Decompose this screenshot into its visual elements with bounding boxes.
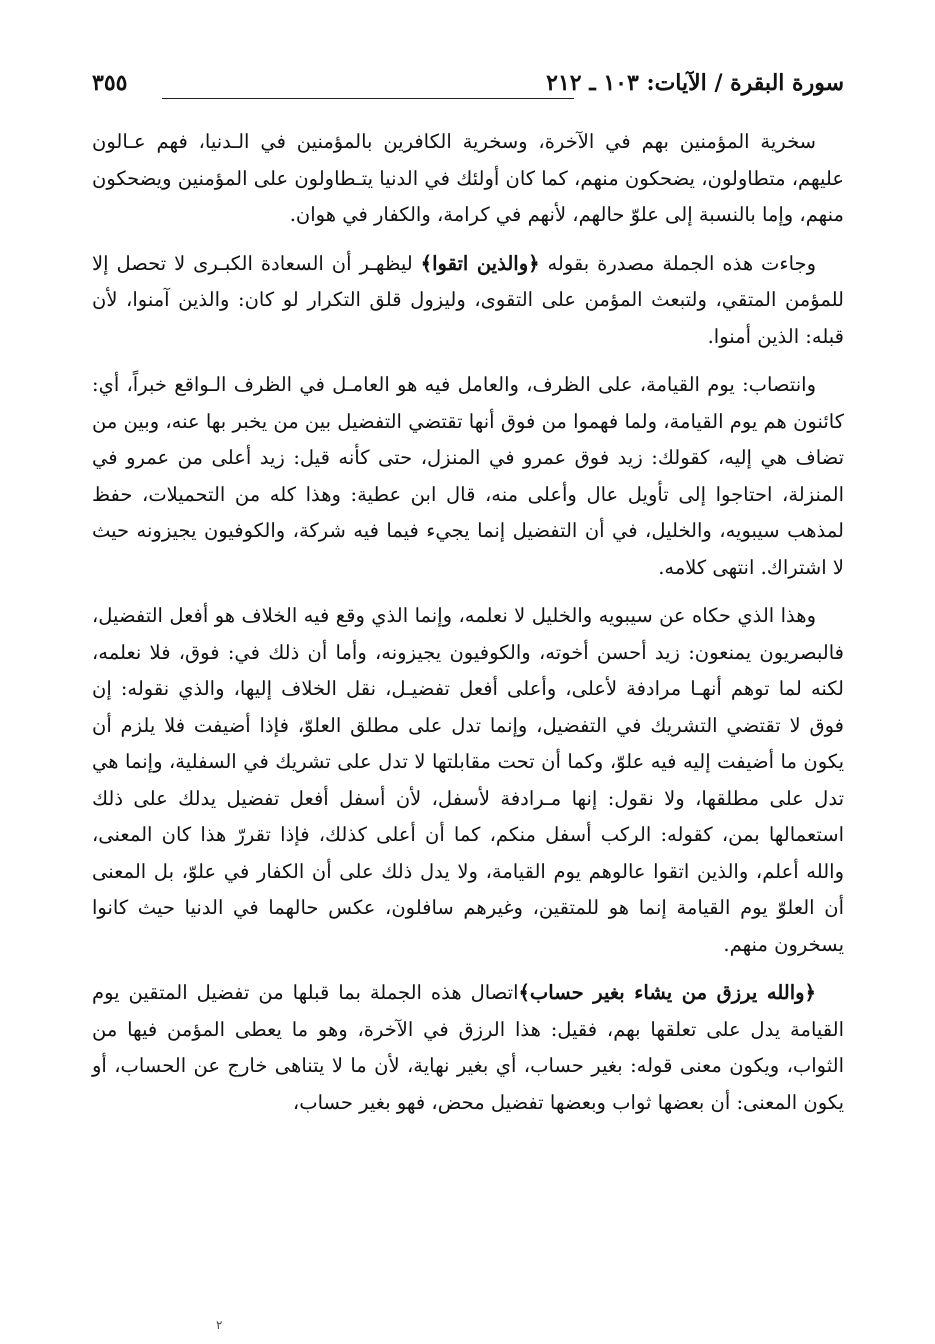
paragraph [92, 246, 844, 356]
running-title: سورة البقرة / الآيات: ١٠٣ ـ ٢١٢ [546, 70, 844, 96]
paragraph-text: ليظهـر أن السعادة الكبـرى لا تحصل إلا للمؤمن المتقي، ولتبعث المؤمن على التقوى، وليزول قلق التكرار لو كان: والذين آمنوا، لأن قبله: الذين أمنوا. [92, 251, 844, 348]
paragraph [92, 367, 844, 586]
paragraph [92, 598, 844, 963]
page-body [92, 124, 844, 1133]
page-number: ٣٥٥ [92, 70, 128, 96]
paragraph [92, 975, 844, 1121]
quran-quote: ﴿والله يرزق من يشاء بغير حساب﴾ [518, 981, 816, 1004]
page-header [92, 64, 844, 112]
paragraph-text: اتصال هذه الجملة بما قبلها من تفضيل المتقين يوم القيامة يدل على تعلقها بهم، فقيل: هذا الرزق في الآخرة، وهو ما يعطى المؤمن فيها من الثواب، ويكون معنى قوله: بغير حساب، أي بغير نهاية، لأن ما لا يتناهى خارج عن الحساب، أو يكون المعنى: أن بعضها ثواب وبعضها تفضيل محض، فهو بغير حساب، [92, 981, 844, 1114]
paragraph-text: وانتصاب: يوم القيامة، على الظرف، والعامل فيه هو العامـل في الظرف الـواقع خبراً، أي: كائنون هم يوم القيامة، ولما فهموا من فوق أنها تقتضي التفضيل بين من يخبر بها عنه، وبين من تضاف هي إليه، كقولك: زيد فوق عمرو في المنزل، حتى كأنه قيل: زيد أعلى من عمرو في المنزلة، احتاجوا إلى تأويل عال وأعلى منه، قال ابن عطية: وهذا كله من التحميلات، حفظ لمذهب سيبويه، والخليل، في أن التفضيل إنما يجيء فيما فيه شركة، والكوفيون يجيزونه حيث لا اشتراك. انتهى كلامه. [92, 373, 844, 579]
paragraph-text: وجاءت هذه الجملة مصدرة بقوله [539, 251, 816, 275]
header-rule [162, 98, 574, 99]
paragraph [92, 124, 844, 234]
paragraph-text: سخرية المؤمنين بهم في الآخرة، وسخرية الكافرين بالمؤمنين في الـدنيا، فهم عـالون عليهم، متطاولون، يضحكون منهم، كما كان أولئك في الدنيا يتـطاولون على المؤمنين ويضحكون منهم، وإما بالنسبة إلى علوّ حالهم، لأنهم في كرامة، والكفار في هوان. [92, 130, 844, 226]
quran-quote: ﴿والذين اتقوا﴾ [420, 251, 540, 275]
paragraph-text: وهذا الذي حكاه عن سيبويه والخليل لا نعلمه، وإنما الذي وقع فيه الخلاف هو أفعل التفضيل، فالبصريون يمنعون: زيد أحسن أخوته، والكوفيون يجيزونه، وأما أن ذلك في: فوق، فلا نعلمه، لكنه لما توهم أنهـا مرادفة لأعلى، وأعلى أفعل تفضيـل، نقل الخلاف إليها، والذي نقوله: إن فوق لا تقتضي التشريك في التفضيل، وإنما تدل على مطلق العلوّ، فإذا أضيفت فلا يلزم أن يكون ما أضيفت إليه فيه علوّ، وكما أن تحت مقابلتها لا تدل على تشريك في السفلية، وإنما هي تدل على مطلقها، ولا نقول: إنها مـرادفة لأسفل، لأن أسفل أفعل تفضيل يدلك على ذلك استعمالها بمن، كقوله: الركب أسفل منكم، كما أن أعلى كذلك، فإذا تقررّ هذا كان المعنى، والله أعلم، والذين اتقوا عالوهم يوم القيامة، ولا يدل ذلك على أن الكفار في علوّ، بل المعنى أن العلوّ يوم القيامة إنما هو للمتقين، وغيرهم سافلون، عكس حالهما في الدنيا حيث كانوا يسخرون منهم. [92, 604, 844, 956]
footer-mark: ٢ [216, 1318, 223, 1332]
